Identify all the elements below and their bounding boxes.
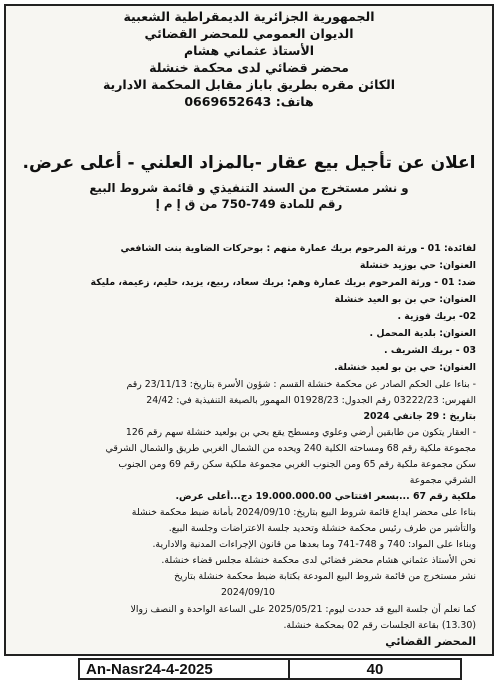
header-line: الديوان العمومي للمحضر القضائي bbox=[144, 26, 354, 41]
body-line: - العقار يتكون من طابقين أرضي وعلوي ومسطح يقع بحي بن بولعيد خنشلة سهم رقم 126 bbox=[125, 427, 476, 438]
body-line: 03 - بريك الشريف . bbox=[384, 345, 476, 356]
body-line: بناءا على محضر ايداع قائمة شروط البيع بتاريخ: 2024/09/10 بأمانة ضبط محكمة خنشلة bbox=[131, 507, 476, 518]
page-footer bbox=[0, 656, 500, 688]
body-line: الفهرس: 03222/23 رقم الجدول: 01928/23 المهمور بالصيغة التنفيذية في: 24/42 bbox=[146, 395, 476, 406]
body-line: بتاريخ : 29 جانفي 2024 bbox=[363, 411, 476, 422]
body-line: العنوان: حي بن بو لعيد خنشلة. bbox=[334, 362, 476, 373]
legal-notice bbox=[4, 4, 494, 656]
body-line: الشرقي مجموعة bbox=[409, 475, 476, 486]
body-line: نحن الأستاذ عثماني هشام محضر قضائي لدى محكمة خنشلة مجلس قضاء خنشلة. bbox=[161, 555, 476, 566]
body-line: والتأشير من طرف رئيس محكمة خنشلة وتحديد جلسة الاعتراضات وجلسة البيع. bbox=[168, 523, 476, 534]
body-line: مجموعة ملكية رقم 68 ومساحته الكلية 240 ويحده من الشمال الغربي طريق والشمال الشرقي bbox=[105, 443, 476, 454]
notice-title: اعلان عن تأجيل بيع عقار -بالمزاد العلني - أعلى عرض. bbox=[22, 153, 476, 173]
header-line: محضر قضائي لدى محكمة خنشلة bbox=[149, 60, 349, 75]
notice-subtitle: رقم للمادة 749-750 من ق إ م إ bbox=[155, 197, 343, 211]
body-line: (13.30) بقاعة الجلسات رقم 02 بمحكمة خنشلة. bbox=[283, 620, 476, 631]
page-number: 40 bbox=[290, 658, 462, 680]
header-line: هاتف: 0669652643 bbox=[184, 94, 314, 109]
body-line: العنوان: بلدية المحمل . bbox=[369, 328, 476, 339]
notice-subtitle: و نشر مستخرج من السند التنفيذي و قائمة شروط البيع bbox=[89, 181, 409, 195]
body-line: ضد: 01 - ورثة المرحوم بريك عمارة وهم: بريك سعاد، ربيع، يزيد، حليم، زعيمة، مليكة bbox=[90, 277, 476, 288]
body-line: العنوان: حي بن بو العيد خنشلة bbox=[334, 294, 476, 305]
body-line: وبناءا على المواد: 740 و 748-741 وما بعدها من قانون الإجراءات المدنية والادارية. bbox=[152, 539, 476, 550]
publication-label: An-Nasr24-4-2025 bbox=[78, 658, 290, 680]
header-line: الجمهورية الجزائرية الديمقراطية الشعبية bbox=[123, 9, 375, 24]
body-line: كما نعلم أن جلسة البيع قد حددت ليوم: 2025/05/21 على الساعة الواحدة و النصف زوالا bbox=[130, 604, 476, 615]
body-line: 02- بريك فوزية . bbox=[397, 311, 476, 322]
header-line: الأستاذ عثماني هشام bbox=[183, 43, 315, 58]
body-line: - بناءا على الحكم الصادر عن محكمة خنشلة القسم : شؤون الأسرة بتاريخ: 23/11/13 رقم bbox=[126, 379, 476, 390]
body-line: 2024/09/10 bbox=[220, 587, 276, 598]
signature: المحضر القضائي bbox=[385, 635, 476, 648]
header-line: الكائن مقره بطريق باباز مقابل المحكمة الادارية bbox=[102, 77, 396, 92]
body-line: سكن مجموعة ملكية رقم 65 ومن الجنوب الغربي مجموعة ملكية سكن رقم 69 ومن الجنوب bbox=[118, 459, 476, 470]
body-line: لفائدة: 01 - ورثة المرحوم بريك عمارة منهم : بوحركات الضاوية بنت الشافعي bbox=[120, 243, 476, 254]
body-line: نشر مستخرج من قائمة شروط البيع المودعة بكتابة ضبط محكمة خنشلة بتاريخ bbox=[174, 571, 476, 582]
body-line: العنوان: حي بوزيد خنشلة bbox=[359, 260, 476, 271]
body-line: ملكية رقم 67 ...بسعر افتتاحي 19.000.000.00 دج...أعلى عرض. bbox=[175, 491, 476, 502]
